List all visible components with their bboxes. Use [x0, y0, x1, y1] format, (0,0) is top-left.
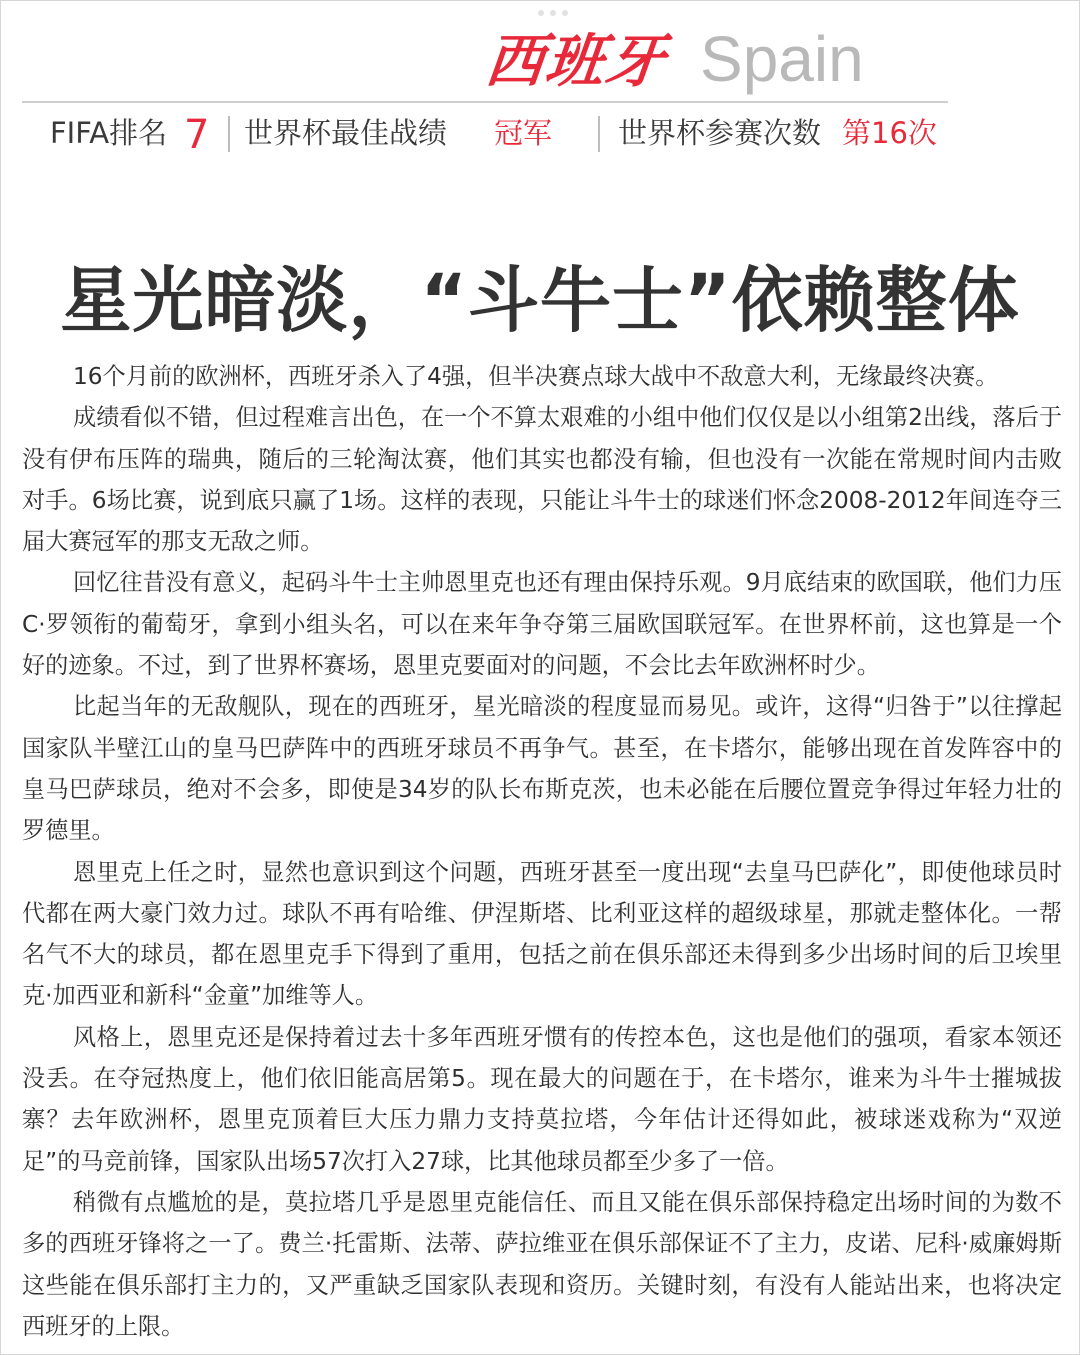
stats-separator — [228, 116, 230, 152]
team-title-english: Spain — [700, 23, 864, 95]
fifa-rank-value: 7 — [184, 112, 210, 158]
article-paragraph: 成绩看似不错，但过程难言出色，在一个不算太艰难的小组中他们仅仅是以小组第2出线，落后于没有伊布压阵的瑞典，随后的三轮淘汰赛，他们其实也都没有输，但也没有一次能在常规时间内击败对手。6场比赛，说到底只赢了1场。这样的表现，只能让斗牛士的球迷们怀念2008-2012年间连夺三届大赛冠军的那支无敌之师。 — [22, 404, 1062, 556]
team-stats-bar — [50, 110, 1050, 156]
article-body — [22, 356, 1062, 1347]
header-divider — [22, 101, 948, 103]
participation-count-label: 世界杯参赛次数 — [618, 116, 822, 150]
article-paragraph: 稍微有点尴尬的是，莫拉塔几乎是恩里克能信任、而且又能在俱乐部保持稳定出场时间的为数不多的西班牙锋将之一了。费兰·托雷斯、法蒂、萨拉维亚在俱乐部保证不了主力，皮诺、尼科·威廉姆斯这些能在俱乐部打主力的，又严重缺乏国家队表现和资历。关键时刻，有没有人能站出来，也将决定西班牙的上限。 — [22, 1188, 1062, 1340]
best-result-label: 世界杯最佳战绩 — [244, 116, 448, 150]
article-paragraph: 16个月前的欧洲杯，西班牙杀入了4强，但半决赛点球大战中不敌意大利，无缘最终决赛。 — [73, 363, 999, 390]
best-result-value: 冠军 — [494, 116, 553, 150]
article-paragraph: 恩里克上任之时，显然也意识到这个问题，西班牙甚至一度出现“去皇马巴萨化”，即使他球员时代都在两大豪门效力过。球队不再有哈维、伊涅斯塔、比利亚这样的超级球星，那就走整体化。一帮名气不大的球员，都在恩里克手下得到了重用，包括之前在俱乐部还未得到多少出场时间的后卫埃里克·加西亚和新科“金童”加维等人。 — [22, 858, 1062, 1010]
stats-separator — [598, 116, 600, 152]
article-paragraph: 比起当年的无敌舰队，现在的西班牙，星光暗淡的程度显而易见。或许，这得“归咎于”以往撑起国家队半壁江山的皇马巴萨阵中的西班牙球员不再争气。甚至，在卡塔尔，能够出现在首发阵容中的皇马巴萨球员，绝对不会多，即使是34岁的队长布斯克茨，也未必能在后腰位置竞争得过年轻力壮的罗德里。 — [22, 693, 1062, 845]
article-paragraph: 风格上，恩里克还是保持着过去十多年西班牙惯有的传控本色，这也是他们的强项，看家本领还没丢。在夺冠热度上，他们依旧能高居第5。现在最大的问题在于，在卡塔尔，谁来为斗牛士摧城拔寨？去年欧洲杯，恩里克顶着巨大压力鼎力支持莫拉塔，今年估计还得如此，被球迷戏称为“双逆足”的马竞前锋，国家队出场57次打入27球，比其他球员都至少多了一倍。 — [22, 1023, 1062, 1175]
participation-count-value: 第16次 — [842, 116, 937, 150]
fifa-rank-label: FIFA排名 — [50, 116, 168, 150]
team-title-chinese: 西班牙 — [482, 27, 670, 95]
article-headline: 星光暗淡，“斗牛士”依赖整体 — [60, 259, 1020, 342]
article-paragraph: 回忆往昔没有意义，起码斗牛士主帅恩里克也还有理由保持乐观。9月底结束的欧国联，他们力压C·罗领衔的葡萄牙，拿到小组头名，可以在来年争夺第三届欧国联冠军。在世界杯前，这也算是一个好的迹象。不过，到了世界杯赛场，恩里克要面对的问题，不会比去年欧洲杯时少。 — [22, 569, 1062, 680]
drag-handle-dots — [538, 10, 574, 16]
